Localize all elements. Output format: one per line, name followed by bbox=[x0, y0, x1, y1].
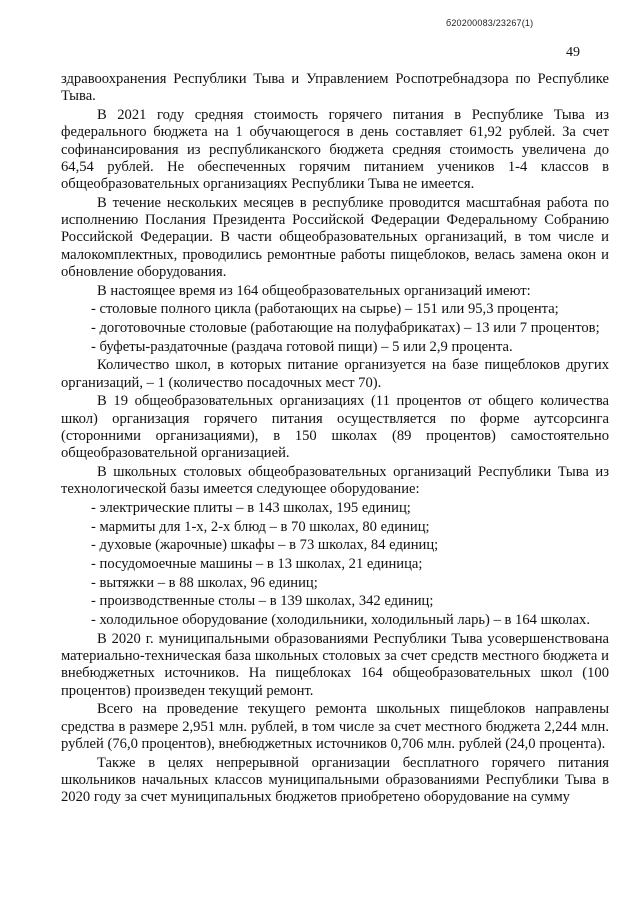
list-item: - буфеты-раздаточные (раздача готовой пищи) – 5 или 2,9 процента. bbox=[91, 338, 513, 355]
paragraph: здравоохранения Республики Тыва и Управлением Роспотребнадзора по Республике Тыва. bbox=[61, 71, 609, 105]
list-item: - мармиты для 1-х, 2-х блюд – в 70 школах, 80 единиц; bbox=[91, 518, 430, 535]
document-id: б20200083/23267(1) bbox=[446, 18, 534, 28]
list-item: - вытяжки – в 88 школах, 96 единиц; bbox=[91, 574, 318, 591]
body-text bbox=[61, 71, 609, 808]
paragraph: Всего на проведение текущего ремонта школьных пищеблоков направлены средства в размере 2,951 млн. рублей, в том числе за счет местного бюджета 2,244 млн. рублей (76,0 процентов), внебюджетных источников 0,706 млн. рублей (24,0 процента). bbox=[61, 701, 609, 753]
list-item: - холодильное оборудование (холодильники, холодильный ларь) – в 164 школах. bbox=[91, 612, 590, 629]
paragraph: В 19 общеобразовательных организациях (11 процентов от общего количества школ) организация горячего питания осуществляется по форме аутсорсинга (сторонними организациями), в 150 школах (89 процентов) самостоятельно общеобразовательной организацией. bbox=[61, 393, 609, 462]
paragraph: В 2020 г. муниципальными образованиями Республики Тыва усовершенствована материально-техническая база школьных столовых за счет средств местного бюджета и внебюджетных источников. На пищеблоках 164 общеобразовательных школ (100 процентов) произведен текущий ремонт. bbox=[61, 630, 609, 699]
list-item: - посудомоечные машины – в 13 школах, 21 единица; bbox=[91, 556, 423, 573]
paragraph: Также в целях непрерывной организации бесплатного горячего питания школьников начальных классов муниципальными образованиями Республики Тыва в 2020 году за счет муниципальных бюджетов приобретено оборудование на сумму bbox=[61, 754, 609, 806]
list-item: - доготовочные столовые (работающие на полуфабрикатах) – 13 или 7 процентов; bbox=[91, 320, 600, 337]
page-number: 49 bbox=[566, 45, 580, 60]
list-item: - производственные столы – в 139 школах, 342 единиц; bbox=[91, 593, 434, 610]
paragraph: Количество школ, в которых питание организуется на базе пищеблоков других организаций, – 1 (количество посадочных мест 70). bbox=[61, 357, 609, 391]
list-item: - электрические плиты – в 143 школах, 195 единиц; bbox=[91, 500, 411, 517]
paragraph: В 2021 году средняя стоимость горячего питания в Республике Тыва из федерального бюджета на 1 обучающегося в день составляет 61,92 рублей. За счет софинансирования из республиканского бюджета средняя стоимость увеличена до 64,54 рублей. Не обеспеченных горячим питанием учеников 1-4 классов в общеобразовательных организациях Республики Тыва не имеется. bbox=[61, 106, 609, 193]
list-item: - духовые (жарочные) шкафы – в 73 школах, 84 единиц; bbox=[91, 537, 439, 554]
paragraph: В школьных столовых общеобразовательных организаций Республики Тыва из технологической базы имеется следующее оборудование: bbox=[61, 464, 609, 498]
paragraph: В течение нескольких месяцев в республике проводится масштабная работа по исполнению Послания Президента Российской Федерации Федеральному Собранию Российской Федерации. В части общеобразовательных организаций, в том числе и малокомплектных, проводились ремонтные работы пищеблоков, велась замена окон и обновление оборудования. bbox=[61, 194, 609, 281]
paragraph: В настоящее время из 164 общеобразовательных организаций имеют: bbox=[97, 282, 531, 299]
list-item: - столовые полного цикла (работающих на сырье) – 151 или 95,3 процента; bbox=[91, 301, 559, 318]
